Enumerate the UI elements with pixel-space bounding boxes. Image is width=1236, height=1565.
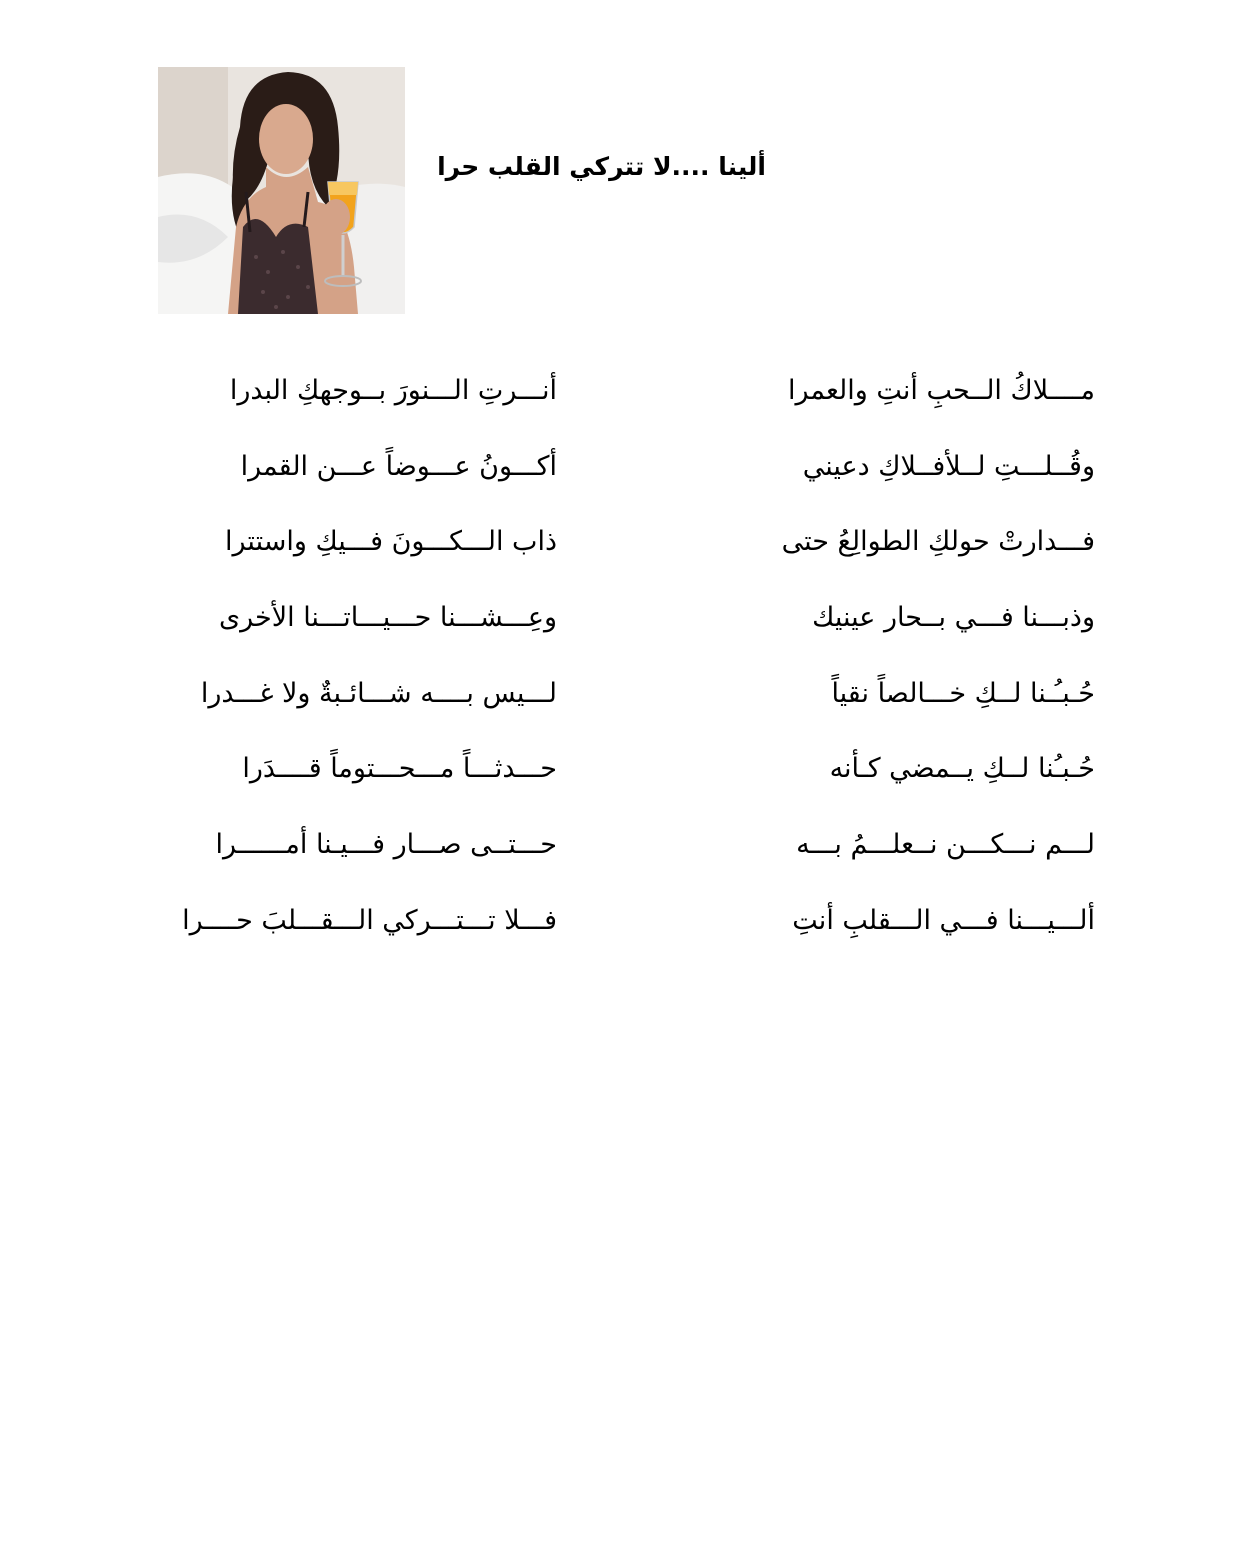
verse-line: ألـــيـــنا فـــي الـــقلبِ أنتِ bbox=[792, 904, 1095, 936]
portrait-photo bbox=[158, 67, 405, 314]
verse-line: مــــلاكُ الــحبِ أنتِ والعمرا bbox=[787, 375, 1095, 406]
portrait-illustration bbox=[158, 67, 405, 314]
verse-line: حُـبـُـنا لــكِ خـــالصاً نقياً bbox=[831, 677, 1095, 709]
verse-line: أنـــرتِ الـــنورَ بــوجهكِ البدرا bbox=[229, 375, 557, 406]
verse-line: ذاب الـــكـــونَ فـــيكِ واستترا bbox=[225, 526, 557, 558]
verse-line: وعِـــشـــنا حـــيـــاتـــنا الأخرى bbox=[218, 602, 557, 634]
verse-line: لـــم نـــكـــن نــعلـــمُ بـــه bbox=[796, 829, 1095, 861]
poem-title: ألينا ....لا تتركي القلب حرا bbox=[437, 152, 766, 181]
verse-line: أكـــونُ عـــوضاً عـــن القمرا bbox=[240, 450, 557, 482]
second-hemistich-column bbox=[130, 366, 557, 972]
verse-line: حـــتــى صـــار فـــيـنا أمــــــرا bbox=[215, 829, 557, 861]
verse-line: لـــيس بــــه شـــائـبةٌ ولا غـــدرا bbox=[200, 677, 557, 709]
verse-line: حـــدثـــاً مـــحـــتوماً قــــدَرا bbox=[242, 753, 557, 785]
verse-line: وقُــلـــتِ لــلأفــلاكِ دعيني bbox=[802, 450, 1095, 482]
verse-line: وذبـــنا فـــي بــحار عينيك bbox=[812, 602, 1095, 634]
first-hemistich-column bbox=[600, 366, 1095, 972]
verse-line: حُـبـُنا لــكِ يــمضي كـأنه bbox=[829, 753, 1095, 785]
verse-line: فـــلا تـــتـــركي الـــقـــلبَ حــــرا bbox=[182, 904, 557, 936]
verse-line: فـــدارتْ حولكِ الطوالِعُ حتى bbox=[781, 526, 1095, 558]
